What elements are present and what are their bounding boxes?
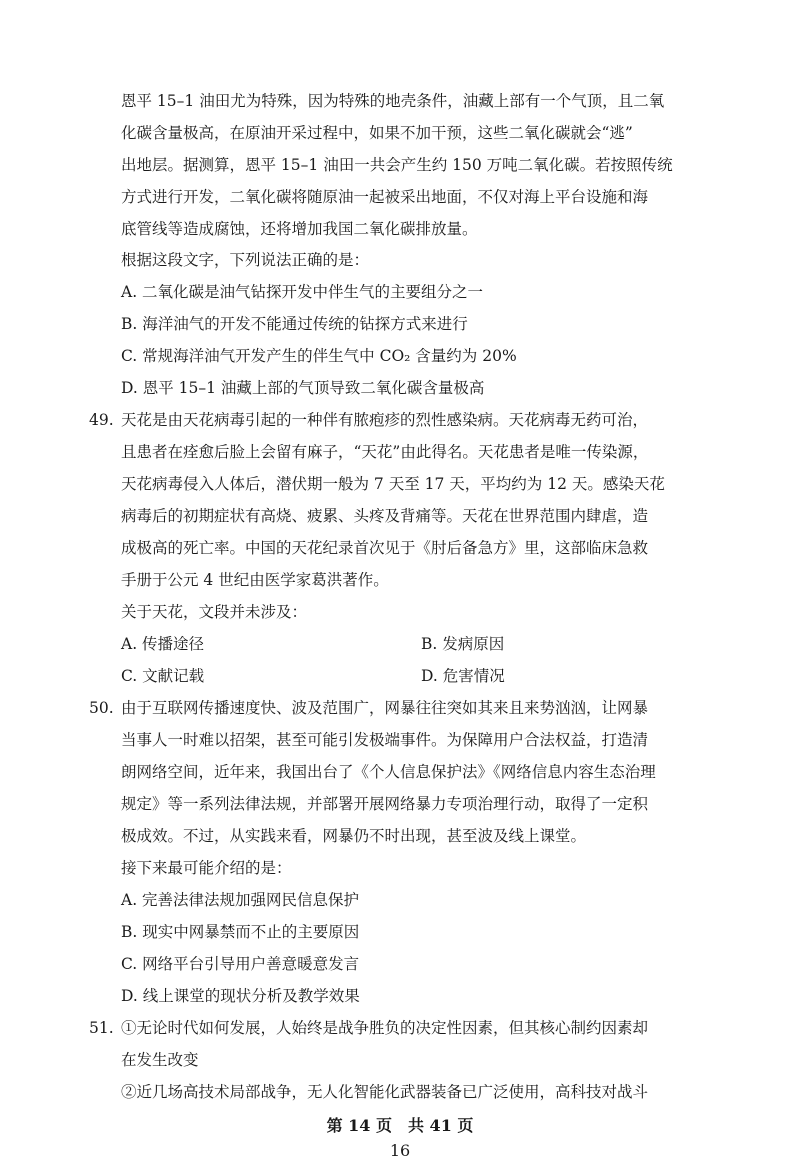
passage-line: 且患者在痊愈后脸上会留有麻子，“天花”由此得名。天花患者是唯一传染源， — [121, 443, 649, 461]
option-c: C. 文献记载 — [121, 667, 205, 685]
option-b: B. 发病原因 — [421, 635, 505, 653]
option-a: A. 完善法律法规加强网民信息保护 — [121, 891, 360, 909]
page-label: 第 14 页 共 41 页 — [326, 1116, 474, 1135]
option-b: B. 现实中网暴禁而不止的主要原因 — [121, 923, 360, 941]
passage-line: 病毒后的初期症状有高烧、疲累、头疼及背痛等。天花在世界范围内肆虐，造 — [121, 507, 649, 525]
passage-line: 出地层。据测算，恩平 15–1 油田一共会产生约 150 万吨二氧化碳。若按照传统 — [121, 156, 673, 174]
passage-line: 成极高的死亡率。中国的天花纪录首次见于《肘后备急方》里，这部临床急救 — [121, 539, 649, 557]
question-prompt: 根据这段文字，下列说法正确的是： — [121, 251, 370, 269]
passage-line: 当事人一时难以招架，甚至可能引发极端事件。为保障用户合法权益，打造清 — [121, 731, 649, 749]
question-number: 50. — [89, 699, 114, 717]
option-d: D. 线上课堂的现状分析及教学效果 — [121, 987, 360, 1005]
option-c: C. 网络平台引导用户善意暖意发言 — [121, 955, 360, 973]
option-d: D. 恩平 15–1 油藏上部的气顶导致二氧化碳含量极高 — [121, 379, 485, 397]
page-number: 16 — [389, 1141, 411, 1160]
passage-line: 恩平 15–1 油田尤为特殊，因为特殊的地壳条件，油藏上部有一个气顶，且二氧 — [121, 92, 665, 110]
option-b: B. 海洋油气的开发不能通过传统的钻探方式来进行 — [121, 315, 468, 333]
passage-line: 规定》等一系列法律法规，并部署开展网络暴力专项治理行动，取得了一定积 — [121, 795, 649, 813]
passage-line: 方式进行开发，二氧化碳将随原油一起被采出地面，不仅对海上平台设施和海 — [121, 188, 649, 206]
question-number: 51. — [89, 1019, 114, 1037]
option-a: A. 传播途径 — [121, 635, 205, 653]
option-c: C. 常规海洋油气开发产生的伴生气中 CO₂ 含量约为 20% — [121, 347, 517, 365]
passage-line: 由于互联网传播速度快、波及范围广，网暴往往突如其来且来势汹汹，让网暴 — [121, 699, 649, 717]
passage-line: 化碳含量极高，在原油开采过程中，如果不加干预，这些二氧化碳就会“逃” — [121, 124, 633, 142]
statement-line: 在发生改变 — [121, 1051, 199, 1069]
passage-line: 极成效。不过，从实践来看，网暴仍不时出现，甚至波及线上课堂。 — [121, 827, 587, 845]
passage-line: 底管线等造成腐蚀，还将增加我国二氧化碳排放量。 — [121, 220, 478, 238]
passage-line: 天花是由天花病毒引起的一种伴有脓疱疹的烈性感染病。天花病毒无药可治， — [121, 411, 649, 429]
statement-line: ①无论时代如何发展，人始终是战争胜负的决定性因素，但其核心制约因素却 — [121, 1019, 649, 1037]
statement-line: ②近几场高技术局部战争，无人化智能化武器装备已广泛使用，高科技对战斗 — [121, 1083, 649, 1101]
passage-line: 手册于公元 4 世纪由医学家葛洪著作。 — [121, 571, 389, 589]
passage-line: 朗网络空间，近年来，我国出台了《个人信息保护法》《网络信息内容生态治理 — [121, 763, 656, 781]
question-prompt: 关于天花，文段并未涉及： — [121, 603, 308, 621]
option-d: D. 危害情况 — [421, 667, 505, 685]
passage-line: 天花病毒侵入人体后，潜伏期一般为 7 天至 17 天，平均约为 12 天。感染天花 — [121, 475, 665, 493]
option-a: A. 二氧化碳是油气钻探开发中伴生气的主要组分之一 — [121, 283, 484, 301]
question-prompt: 接下来最可能介绍的是： — [121, 859, 292, 877]
question-number: 49. — [89, 411, 114, 429]
